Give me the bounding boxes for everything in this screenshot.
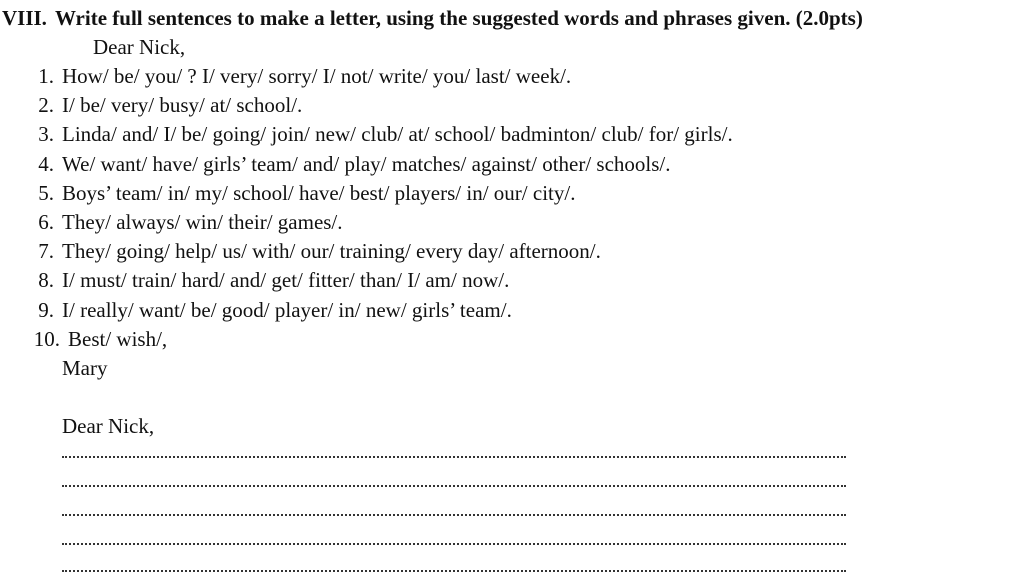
exercise-heading (2, 5, 863, 31)
prompt-text: Best/ wish/, (68, 326, 168, 351)
prompt-text: Linda/ and/ I/ be/ going/ join/ new/ club/ at/ school/ badminton/ club/ for/ girls/. (62, 122, 733, 147)
prompt-number: 7. (38, 239, 54, 264)
prompt-number: 4. (38, 151, 54, 176)
prompt-number: 8. (38, 268, 54, 293)
prompt-text: Boys’ team/ in/ my/ school/ have/ best/ players/ in/ our/ city/. (62, 180, 576, 205)
prompt-number: 3. (38, 122, 54, 147)
letter-signature: Mary (62, 356, 108, 380)
exercise-number: VIII. (2, 6, 47, 30)
prompt-text: They/ going/ help/ us/ with/ our/ training/ every day/ afternoon/. (62, 239, 601, 264)
letter-greeting-prompt: Dear Nick, (93, 35, 186, 59)
prompt-text: I/ must/ train/ hard/ and/ get/ fitter/ than/ I/ am/ now/. (62, 268, 510, 293)
prompt-text: I/ be/ very/ busy/ at/ school/. (62, 93, 303, 118)
prompt-text: I/ really/ want/ be/ good/ player/ in/ new/ girls’ team/. (62, 297, 512, 322)
prompt-number: 9. (38, 297, 54, 322)
prompt-number: 1. (38, 64, 54, 88)
prompt-number: 5. (38, 180, 54, 205)
prompt-number: 10. (33, 326, 60, 351)
answer-line-4[interactable] (62, 539, 846, 545)
answer-line-2[interactable] (62, 481, 846, 487)
prompt-number: 2. (38, 93, 54, 118)
prompt-text: We/ want/ have/ girls’ team/ and/ play/ matches/ against/ other/ schools/. (62, 151, 671, 176)
answer-greeting: Dear Nick, (62, 414, 155, 438)
answer-line-3[interactable] (62, 510, 846, 516)
answer-line-1[interactable] (62, 452, 846, 458)
prompt-number: 6. (38, 209, 54, 234)
prompt-text: They/ always/ win/ their/ games/. (62, 209, 343, 234)
exercise-instructions: Write full sentences to make a letter, using the suggested words and phrases given. (2.0pts) (54, 6, 863, 30)
prompt-text: How/ be/ you/ ? I/ very/ sorry/ I/ not/ write/ you/ last/ week/. (62, 64, 572, 88)
answer-line-5[interactable] (62, 566, 846, 572)
